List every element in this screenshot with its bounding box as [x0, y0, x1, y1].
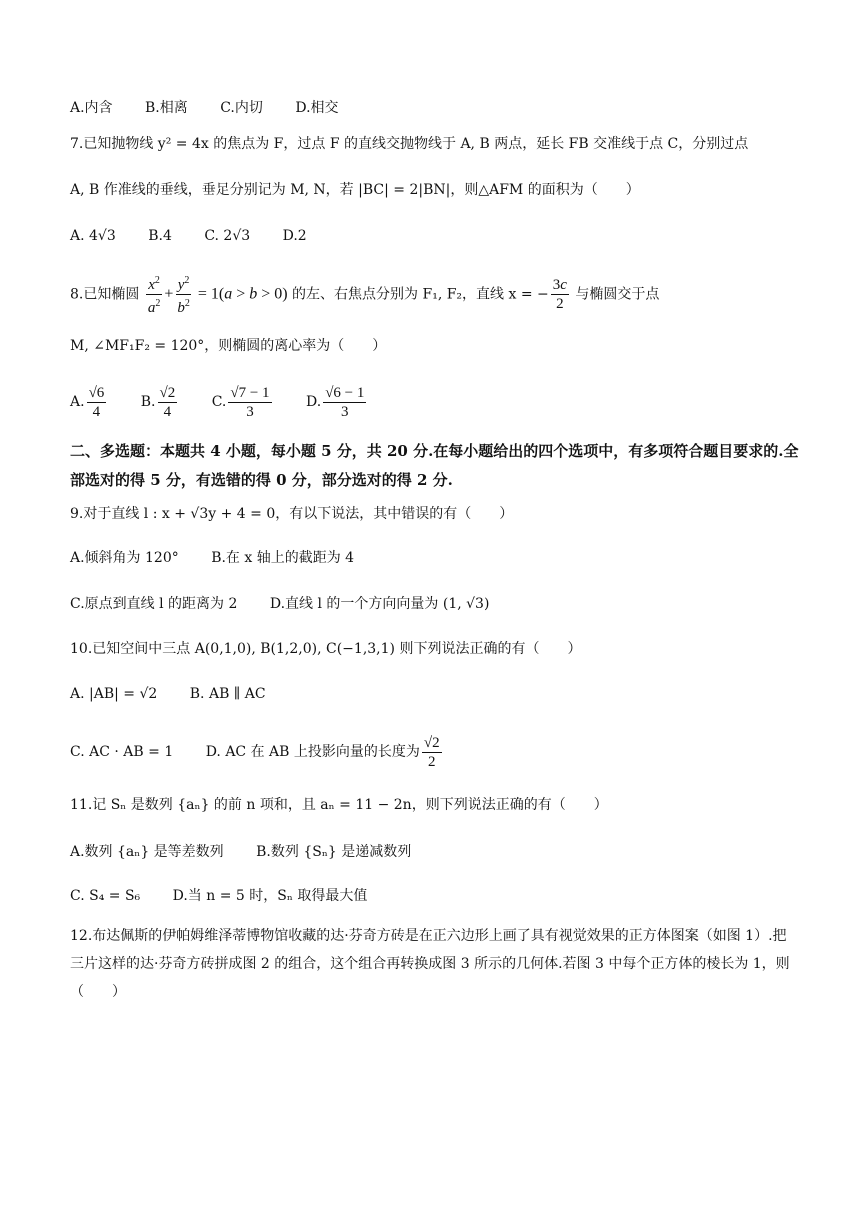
q11-stem: 11.记 Sₙ 是数列 {aₙ} 的前 n 项和，且 aₙ = 11 − 2n，则下列说法正确的有（ ）	[70, 797, 608, 813]
q7-option-d: D.2	[282, 228, 307, 244]
q7-option-b: B.4	[148, 228, 172, 244]
ellipse-x-term: $\frac{x^2}{a^2}$	[146, 272, 163, 317]
q9-option-b: B.在 x 轴上的截距为 4	[211, 550, 355, 566]
q10-stem: 10.已知空间中三点 A(0,1,0), B(1,2,0), C(−1,3,1) 则下列说法正确的有（ ）	[70, 641, 582, 657]
q8-option-d: D. $\frac{√6 - 1}{3}$	[306, 384, 365, 420]
q9-option-a: A.倾斜角为 120°	[70, 550, 179, 566]
q11-options-row1	[70, 842, 800, 862]
q6-option-b: B.相离	[145, 100, 188, 116]
q11-option-d: D.当 n = 5 时，Sₙ 取得最大值	[172, 888, 368, 904]
q11-option-c: C. S₄ = S₆	[70, 888, 141, 904]
q11-options-row2	[70, 886, 800, 906]
q8-stem-suffix: 与椭圆交于点	[575, 286, 660, 303]
q8-stem-line1: 8.已知椭圆 $\frac{x^2}{a^2}$ + $\frac{y^2}{b^2}$ = 1(a > b > 0) 的左、右焦点分别为 F₁, F₂，直线 x = − $\frac{3c}{2}$ 与椭圆交于点	[70, 272, 800, 317]
q6-option-a: A.内含	[70, 100, 113, 116]
ellipse-y-term: $\frac{y^2}{b^2}$	[175, 272, 192, 317]
q8-option-b: B. $\frac{√2}{4}$	[140, 384, 176, 420]
q8-stem-prefix: 8.已知椭圆	[70, 286, 140, 303]
q10-options-row1	[70, 684, 800, 704]
q10-option-d: D. AC 在 AB 上投影向量的长度为 $\frac{√2}{2}$	[205, 734, 440, 770]
q7-stem-line2: A, B 作准线的垂线，垂足分别记为 M, N，若 |BC| = 2|BN|，则△AFM 的面积为（ ）	[70, 182, 640, 198]
q9-option-c: C.原点到直线 l 的距离为 2	[70, 596, 238, 612]
q6-option-c: C.内切	[220, 100, 263, 116]
q9-option-d: D.直线 l 的一个方向向量为 (1, √3)	[269, 596, 490, 612]
q10-options-row2	[70, 730, 800, 774]
q8-options	[70, 380, 800, 424]
q6-options	[70, 98, 800, 118]
section-heading-multiple-choice: 二、多选题：本题共 4 小题，每小题 5 分，共 20 分.在每小题给出的四个选项中，有多项符合题目要求的.全部选对的得 5 分，有选错的得 0 分，部分选对的得 2 分.	[70, 442, 799, 489]
q11-option-b: B.数列 {Sₙ} 是递减数列	[256, 844, 412, 860]
q8-option-c: C. $\frac{√7 - 1}{3}$	[211, 384, 270, 420]
q9-stem: 9.对于直线 l : x + √3y + 4 = 0，有以下说法，其中错误的有（ ）	[70, 506, 514, 522]
q10-option-b: B. AB ∥ AC	[189, 686, 266, 702]
q7-option-a: A. 4√3	[70, 228, 116, 244]
q6-option-d: D.相交	[295, 100, 339, 116]
q8-stem-line2: M, ∠MF₁F₂ = 120°，则椭圆的离心率为（ ）	[70, 338, 387, 354]
q7-options	[70, 226, 800, 246]
q10-option-a: A. |AB| = √2	[70, 686, 158, 702]
q10-option-c: C. AC · AB = 1	[70, 744, 174, 760]
q7-option-c: C. 2√3	[204, 228, 251, 244]
q11-option-a: A.数列 {aₙ} 是等差数列	[70, 844, 224, 860]
line-x-fraction: $\frac{3c}{2}$	[552, 277, 567, 312]
q7-stem-line1: 7.已知抛物线 y² = 4x 的焦点为 F，过点 F 的直线交抛物线于 A, B 两点，延长 FB 交准线于点 C，分别过点	[70, 136, 749, 152]
q10-option-d-fraction: $\frac{√2}{2}$	[423, 734, 440, 770]
q8-option-a: A. $\frac{√6}{4}$	[70, 384, 105, 420]
q9-options-row2	[70, 594, 800, 614]
q8-stem-mid: 的左、右焦点分别为 F₁, F₂，直线 x = −	[292, 286, 549, 303]
q9-options-row1	[70, 548, 800, 568]
q12-stem: 12.布达佩斯的伊帕姆维泽蒂博物馆收藏的达·芬奇方砖是在正六边形上画了具有视觉效果的正方体图案（如图 1）.把三片这样的达·芬奇方砖拼成图 2 的组合，这个组合再转换成图 3 所示的几何体.若图 3 中每个正方体的棱长为 1，则（ ）	[70, 928, 790, 1000]
